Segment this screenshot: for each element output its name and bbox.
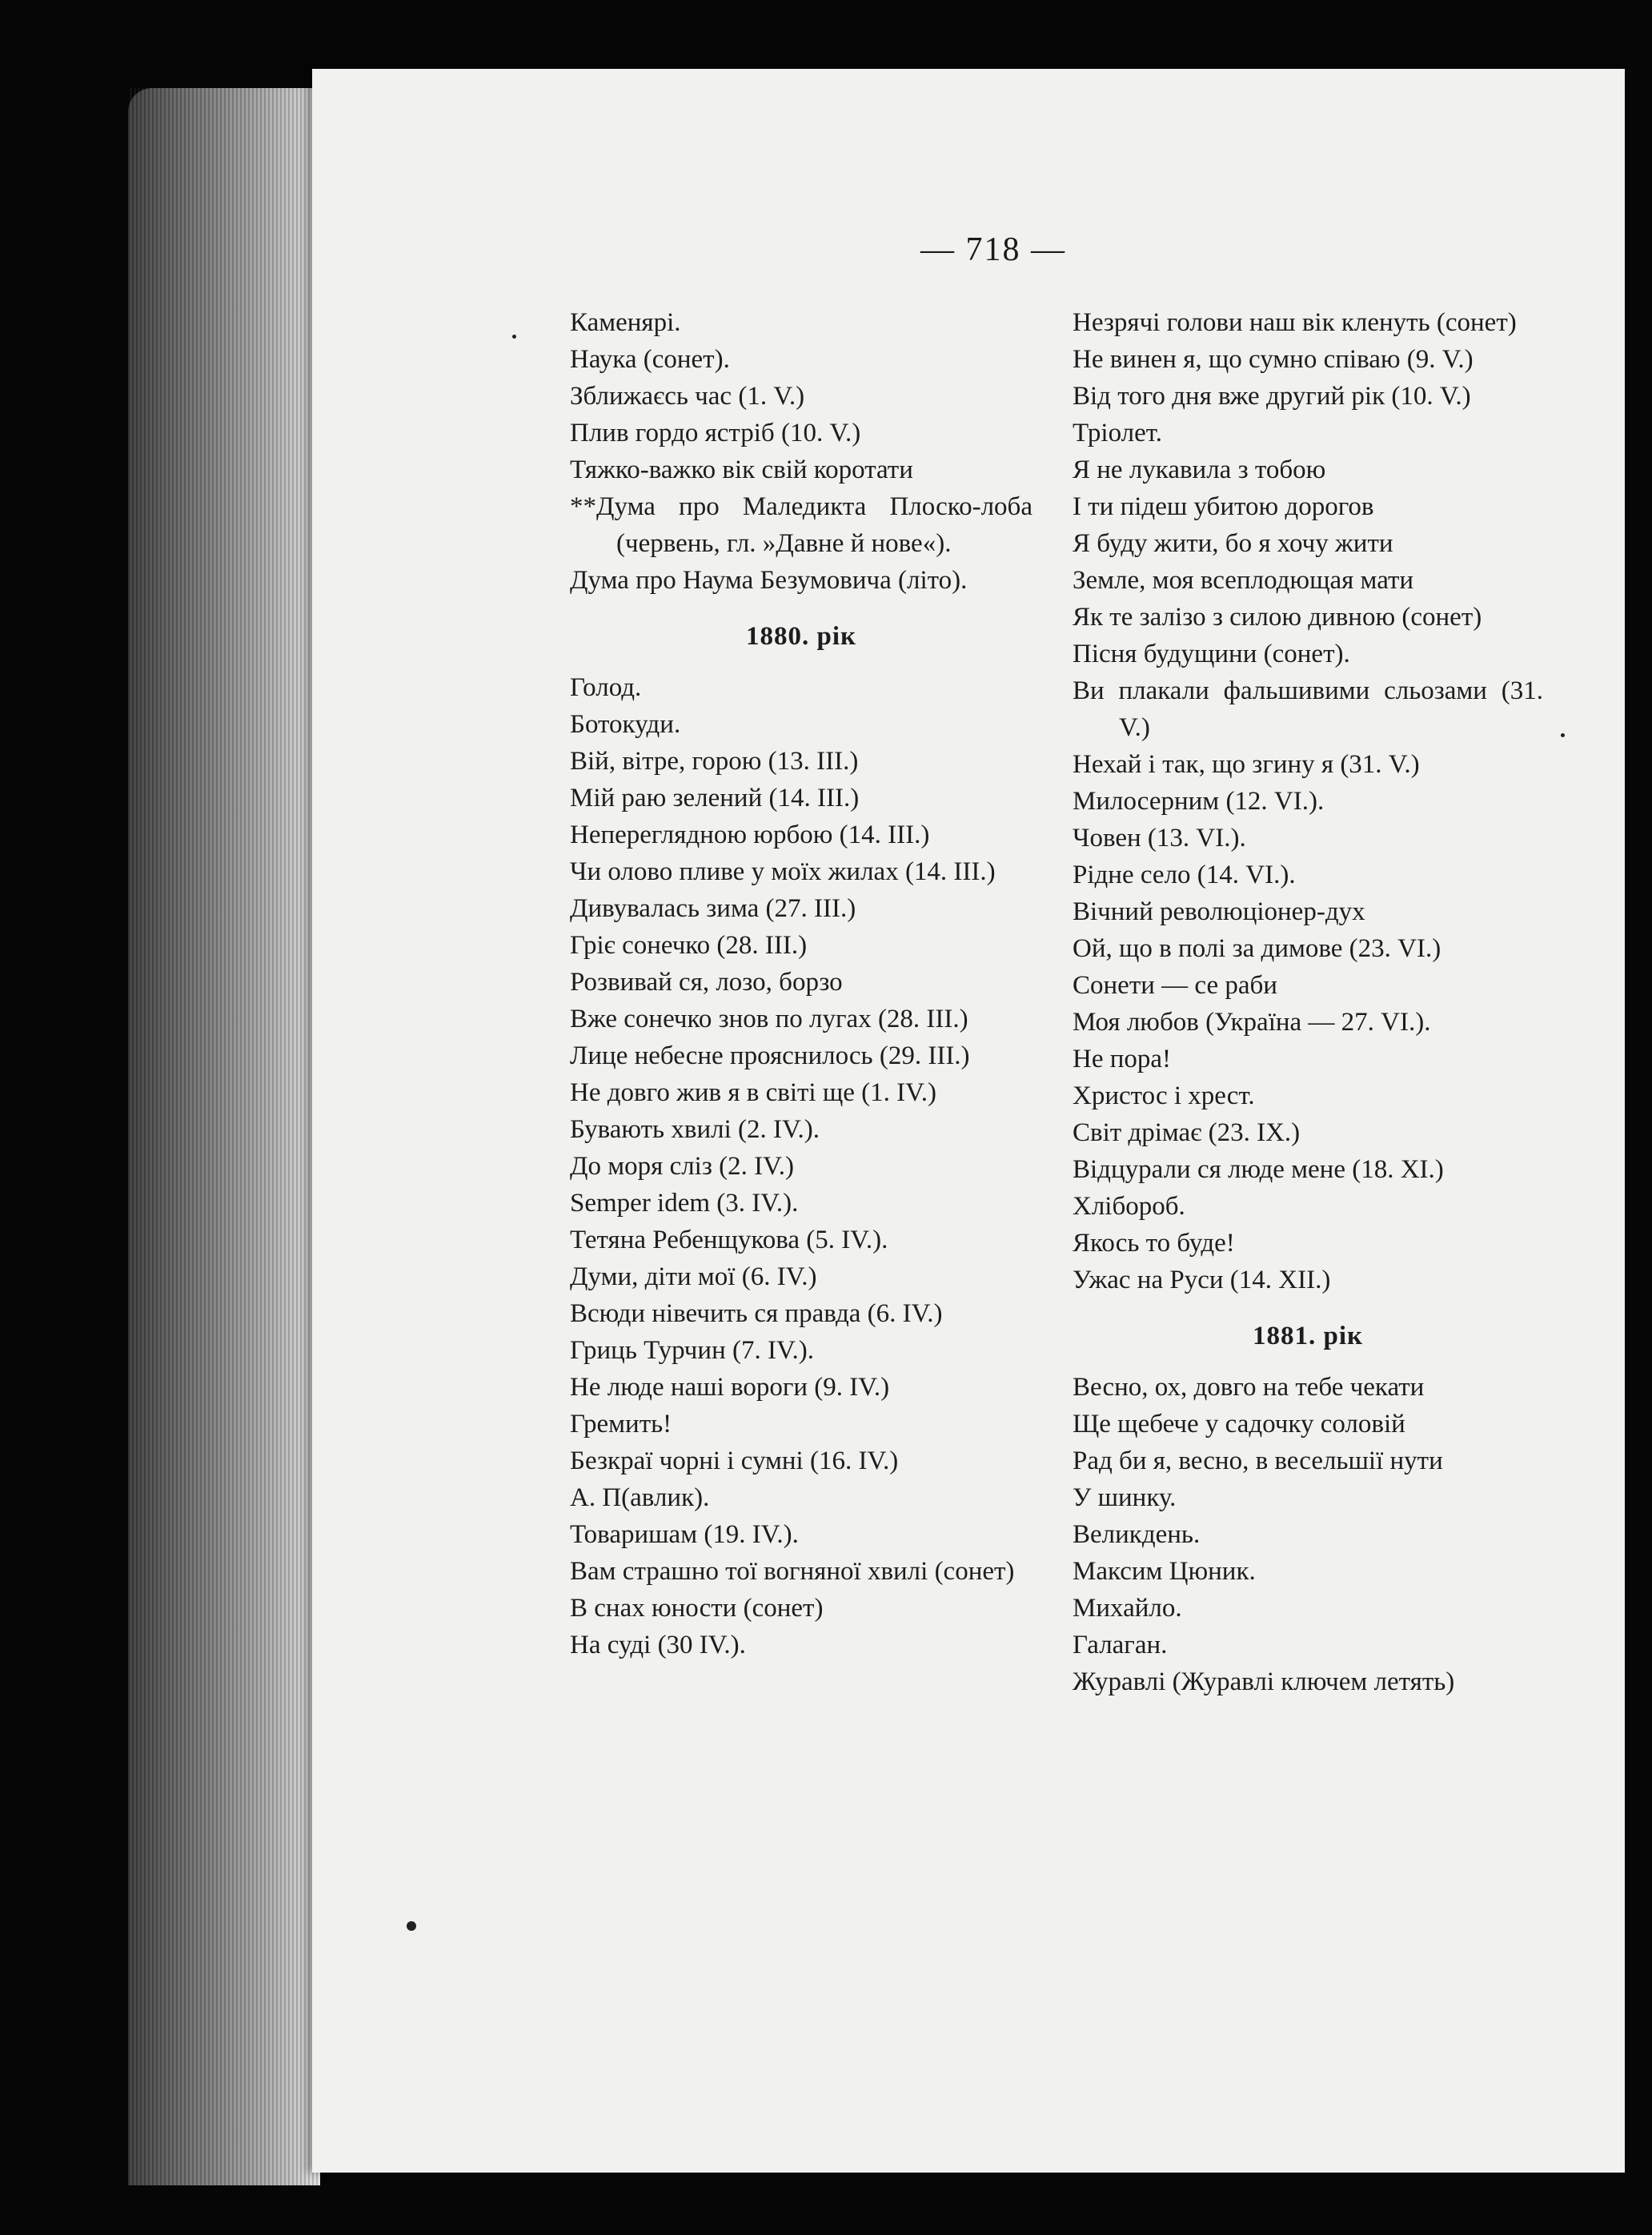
toc-entry: Максим Цюник. xyxy=(1073,1557,1256,1586)
toc-entry: Гремить! xyxy=(570,1410,672,1439)
toc-entry: Рад би я, весно, в весельшії нути xyxy=(1073,1447,1443,1475)
toc-entry: Ви плакали фальшивими сльозами (31. V.) xyxy=(1073,676,1543,742)
toc-entry: Плив гордо ястріб (10. V.) xyxy=(570,419,861,447)
toc-entry: На суді (30 IV.). xyxy=(570,1631,746,1659)
toc-entry: Зближаєсь час (1. V.) xyxy=(570,382,805,411)
toc-entry: Розвивай ся, лозо, борзо xyxy=(570,968,843,997)
right-column xyxy=(1073,304,1543,1700)
toc-entry: Сонети — се раби xyxy=(1073,971,1277,1000)
toc-entry: У шинку. xyxy=(1073,1483,1177,1512)
toc-entry: Наука (сонет). xyxy=(570,345,730,374)
left-column-entries-before-1880 xyxy=(570,304,1032,599)
toc-entry: Каменярі. xyxy=(570,308,681,337)
toc-entry: Вже сонечко знов по лугах (28. III.) xyxy=(570,1005,968,1033)
left-column-entries-1880 xyxy=(570,669,1032,1663)
scan-speck xyxy=(512,335,516,339)
toc-entry: Милосерним (12. VI.). xyxy=(1073,787,1325,816)
toc-entry: Ой, що в полі за димове (23. VI.) xyxy=(1073,934,1441,963)
toc-entry: Ужас на Руси (14. XII.) xyxy=(1073,1266,1331,1294)
toc-entry: Світ дрімає (23. IX.) xyxy=(1073,1118,1301,1147)
toc-entry: Не винен я, що сумно співаю (9. V.) xyxy=(1073,345,1474,374)
toc-entry: Гріє сонечко (28. III.) xyxy=(570,931,808,960)
toc-entry: Великдень. xyxy=(1073,1520,1201,1549)
toc-entry: Нехай і так, що згину я (31. V.) xyxy=(1073,750,1420,779)
toc-entry: Дивувалась зима (27. III.) xyxy=(570,894,856,923)
left-column xyxy=(570,304,1032,1663)
toc-entry: Вічний революціонер-дух xyxy=(1073,897,1365,926)
toc-entry: Не довго жив я в світі ще (1. IV.) xyxy=(570,1078,936,1107)
toc-entry: Ботокуди. xyxy=(570,710,681,739)
toc-entry: Тріолет. xyxy=(1073,419,1162,447)
right-column-entries-1881 xyxy=(1073,1369,1543,1700)
toc-entry: Semper idem (3. IV.). xyxy=(570,1189,799,1218)
toc-entry: Галаган. xyxy=(1073,1631,1168,1659)
toc-entry: Незрячі голови наш вік кленуть (сонет) xyxy=(1073,308,1517,337)
toc-entry: Товаришам (19. IV.). xyxy=(570,1520,799,1549)
toc-entry: В снах юности (сонет) xyxy=(570,1594,824,1623)
toc-entry: Журавлі (Журавлі ключем летять) xyxy=(1073,1667,1455,1696)
toc-entry: Вій, вітре, горою (13. III.) xyxy=(570,747,859,776)
toc-entry: Бувають хвилі (2. IV.). xyxy=(570,1115,820,1144)
toc-entry: Безкраї чорні і сумні (16. IV.) xyxy=(570,1447,899,1475)
toc-entry: Неперeглядною юрбою (14. III.) xyxy=(570,821,930,849)
toc-entry: Хлібороб. xyxy=(1073,1192,1185,1221)
toc-entry: Лице небесне прояснилось (29. III.) xyxy=(570,1041,970,1070)
toc-entry: І ти підеш убитою дорогов xyxy=(1073,492,1374,521)
toc-entry: Я не лукавила з тобою xyxy=(1073,455,1326,484)
toc-entry: Голод. xyxy=(570,673,642,702)
toc-entry: Вам страшно тої вогняної хвилі (сонет) xyxy=(570,1557,1015,1586)
toc-entry: До моря сліз (2. IV.) xyxy=(570,1152,794,1181)
toc-entry: Моя любов (Україна — 27. VI.). xyxy=(1073,1008,1431,1037)
right-column-entries-before-1881 xyxy=(1073,304,1543,1298)
scan-speck xyxy=(407,1921,416,1931)
toc-entry: Михайло. xyxy=(1073,1594,1182,1623)
toc-entry: Відцурали ся люде мене (18. XI.) xyxy=(1073,1155,1444,1184)
book-page-edges xyxy=(128,88,320,2185)
toc-entry: А. П(авлик). xyxy=(570,1483,710,1512)
toc-entry: Пісня будущини (сонет). xyxy=(1073,640,1350,668)
toc-entry: Тяжко-важко вік свій коротати xyxy=(570,455,913,484)
toc-entry: Рідне село (14. VI.). xyxy=(1073,861,1296,889)
toc-entry: Христос і хрест. xyxy=(1073,1081,1255,1110)
toc-entry: **Дума про Маледикта Плоско-лоба (червень, гл. »Давне й нове«). xyxy=(570,492,1032,558)
toc-entry: Тетяна Ребенщукова (5. IV.). xyxy=(570,1226,888,1254)
toc-entry: Всюди нівечить ся правда (6. IV.) xyxy=(570,1299,943,1328)
page-number: — 718 — xyxy=(920,231,1066,268)
toc-entry: Гриць Турчин (7. IV.). xyxy=(570,1336,815,1365)
toc-entry: Човен (13. VI.). xyxy=(1073,824,1246,853)
toc-entry: Не пора! xyxy=(1073,1045,1172,1073)
toc-entry: Земле, моя всеплодющая мати xyxy=(1073,566,1414,595)
toc-entry: Думи, діти мої (6. IV.) xyxy=(570,1262,817,1291)
toc-entry: Як те залізо з силою дивною (сонет) xyxy=(1073,603,1482,632)
scan-speck xyxy=(1561,733,1565,737)
toc-entry: Не люде наші вороги (9. IV.) xyxy=(570,1373,890,1402)
year-heading-1881: 1881. рік xyxy=(1252,1322,1364,1350)
toc-entry: Дума про Наума Безумовича (літо). xyxy=(570,566,968,595)
toc-entry: Мій раю зелений (14. III.) xyxy=(570,784,860,813)
toc-entry: Ще щебече у садочку соловій xyxy=(1073,1410,1405,1439)
toc-entry: Від того дня вже другий рік (10. V.) xyxy=(1073,382,1471,411)
year-heading-1880: 1880. рік xyxy=(745,622,857,651)
toc-entry: Чи олово пливе у моїх жилах (14. III.) xyxy=(570,857,996,886)
toc-entry: Я буду жити, бо я хочу жити xyxy=(1073,529,1393,558)
toc-entry: Весно, ох, довго на тебе чекати xyxy=(1073,1373,1425,1402)
toc-entry: Якось то буде! xyxy=(1073,1229,1235,1258)
